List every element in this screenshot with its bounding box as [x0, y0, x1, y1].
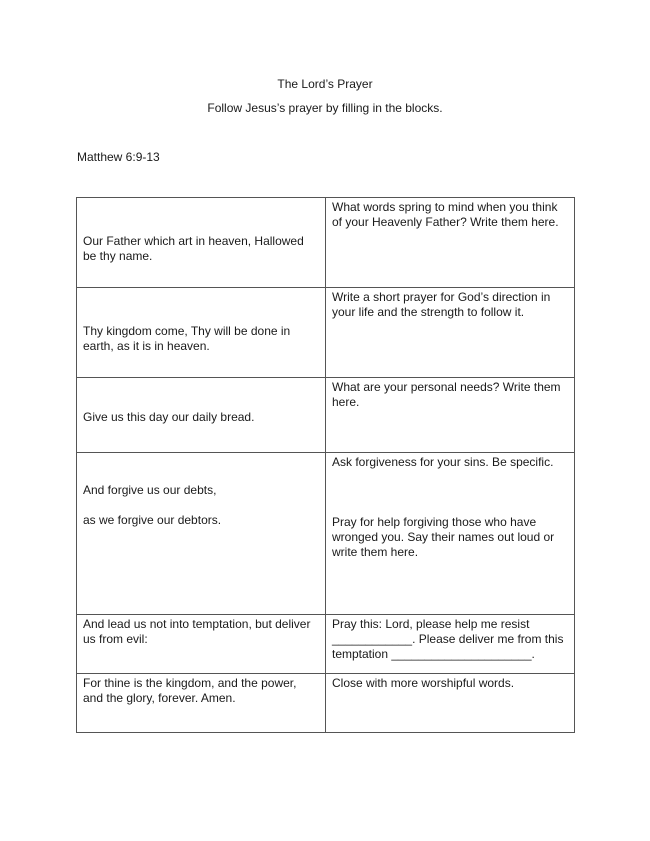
- prompt-cell[interactable]: [326, 378, 575, 453]
- prompt-text: Close with more worshipful words.: [332, 676, 515, 690]
- table-row: [77, 674, 575, 733]
- prompt-text: Pray this: Lord, please help me resist ____________. Please deliver me from this temptation _____________________.: [332, 617, 564, 661]
- prayer-table: [76, 197, 575, 733]
- verse-text: Give us this day our daily bread.: [83, 409, 255, 424]
- table-row: [77, 453, 575, 615]
- prompt-cell[interactable]: [326, 288, 575, 378]
- verse-text: Thy kingdom come, Thy will be done in earth, as it is in heaven.: [83, 323, 291, 353]
- verse-cell: [77, 378, 326, 453]
- table-row: [77, 198, 575, 288]
- verse-text: Our Father which art in heaven, Hallowed be thy name.: [83, 233, 304, 263]
- verse-text: For thine is the kingdom, and the power, and the glory, forever. Amen.: [83, 676, 297, 705]
- table-row: [77, 378, 575, 453]
- verse-cell: [77, 615, 326, 674]
- prompt-text: Pray for help forgiving those who have wronged you. Say their names out loud or write them here.: [332, 515, 555, 559]
- prompt-cell[interactable]: [326, 453, 575, 615]
- prompt-cell[interactable]: [326, 198, 575, 288]
- verse-text: And lead us not into temptation, but deliver us from evil:: [83, 617, 311, 646]
- prompt-text: Ask forgiveness for your sins. Be specific.: [332, 455, 554, 469]
- page-title: The Lord’s Prayer: [277, 77, 373, 91]
- table-row: [77, 615, 575, 674]
- verse-cell: [77, 198, 326, 288]
- prompt-text: Write a short prayer for God’s direction in your life and the strength to follow it.: [332, 290, 551, 319]
- prompt-cell[interactable]: [326, 615, 575, 674]
- prompt-text: What words spring to mind when you think of your Heavenly Father? Write them here.: [332, 200, 559, 229]
- table-row: [77, 288, 575, 378]
- page-subtitle: Follow Jesus’s prayer by filling in the blocks.: [207, 101, 443, 115]
- prompt-cell[interactable]: [326, 674, 575, 733]
- scripture-reference: Matthew 6:9-13: [77, 150, 160, 164]
- verse-cell: [77, 288, 326, 378]
- prompt-text: What are your personal needs? Write them here.: [332, 380, 561, 409]
- verse-text: And forgive us our debts,: [83, 483, 217, 497]
- verse-cell: [77, 674, 326, 733]
- verse-text: as we forgive our debtors.: [83, 513, 222, 527]
- verse-cell: [77, 453, 326, 615]
